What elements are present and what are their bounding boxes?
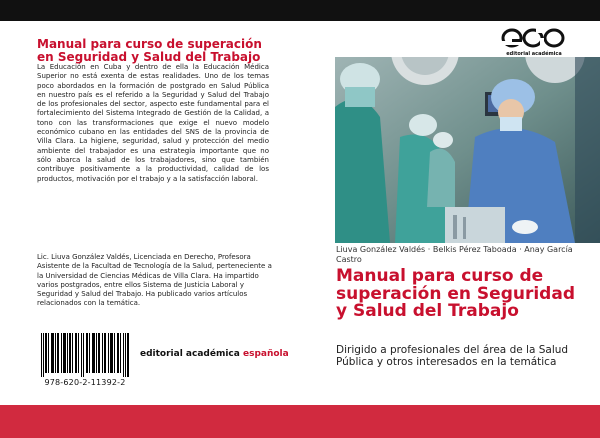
- author-bio: Lic. Liuva González Valdés, Licenciada en Derecho, Profesora Asistente de la Facultad de Tecnología de la Salud, perteneciente a la Universidad de Ciencias Médicas de Villa Clara. Ha impartido varios postgrados, entre ellos Sistema de Justicia Laboral y Seguridad y Salud del Trabajo. Ha publicado varios artículos relacionados con la temática.: [37, 253, 272, 308]
- logo-main: editorial académica: [506, 51, 562, 57]
- back-cover-title: Manual para curso de superación en Seguridad y Salud del Trabajo: [37, 37, 262, 64]
- front-title: Manual para curso de superación en Seguridad y Salud del Trabajo: [336, 266, 575, 321]
- front-authors: Liuva González Valdés · Belkis Pérez Taboada · Anay García Castro: [336, 245, 573, 264]
- barcode-block: [37, 331, 133, 389]
- isbn-number: 978-620-2-11392-2: [44, 378, 126, 387]
- publisher-main: editorial académica: [140, 349, 240, 359]
- top-bar: [0, 0, 600, 21]
- publisher-accent: española: [242, 349, 289, 359]
- surgery-photo: [335, 57, 600, 243]
- bottom-bar: [0, 405, 600, 438]
- front-subtitle: Dirigido a profesionales del área de la Salud Pública y otros interesados en la temática: [336, 344, 569, 368]
- back-publisher-name: [140, 349, 289, 359]
- barcode-icon: [41, 333, 129, 377]
- back-cover-description: La Educación en Cuba y dentro de ella la Educación Médica Superior no está exenta de estas realidades. Uno de los temas poco abordados en la formación de postgrado en Salud Pública en nuestro país es el referido a la Seguridad y Salud del Trabajo de los profesionales del sector, aspecto este fundamental para el fortalecimiento del Sistema Integrado de Gestión de la Calidad, a tono con las transformaciones que exige el nuevo modelo económico cubano en las entidades del SNS de la provincia de Villa Clara. La higiene, seguridad, salud y protección del medio ambiente del trabajador es una estrategia importante que no sólo abarca la salud de los trabajadores, sino que también contribuye positivamente a la productividad, calidad de los productos, motivación por el trabajo y a la satisfacción laboral.: [37, 63, 269, 183]
